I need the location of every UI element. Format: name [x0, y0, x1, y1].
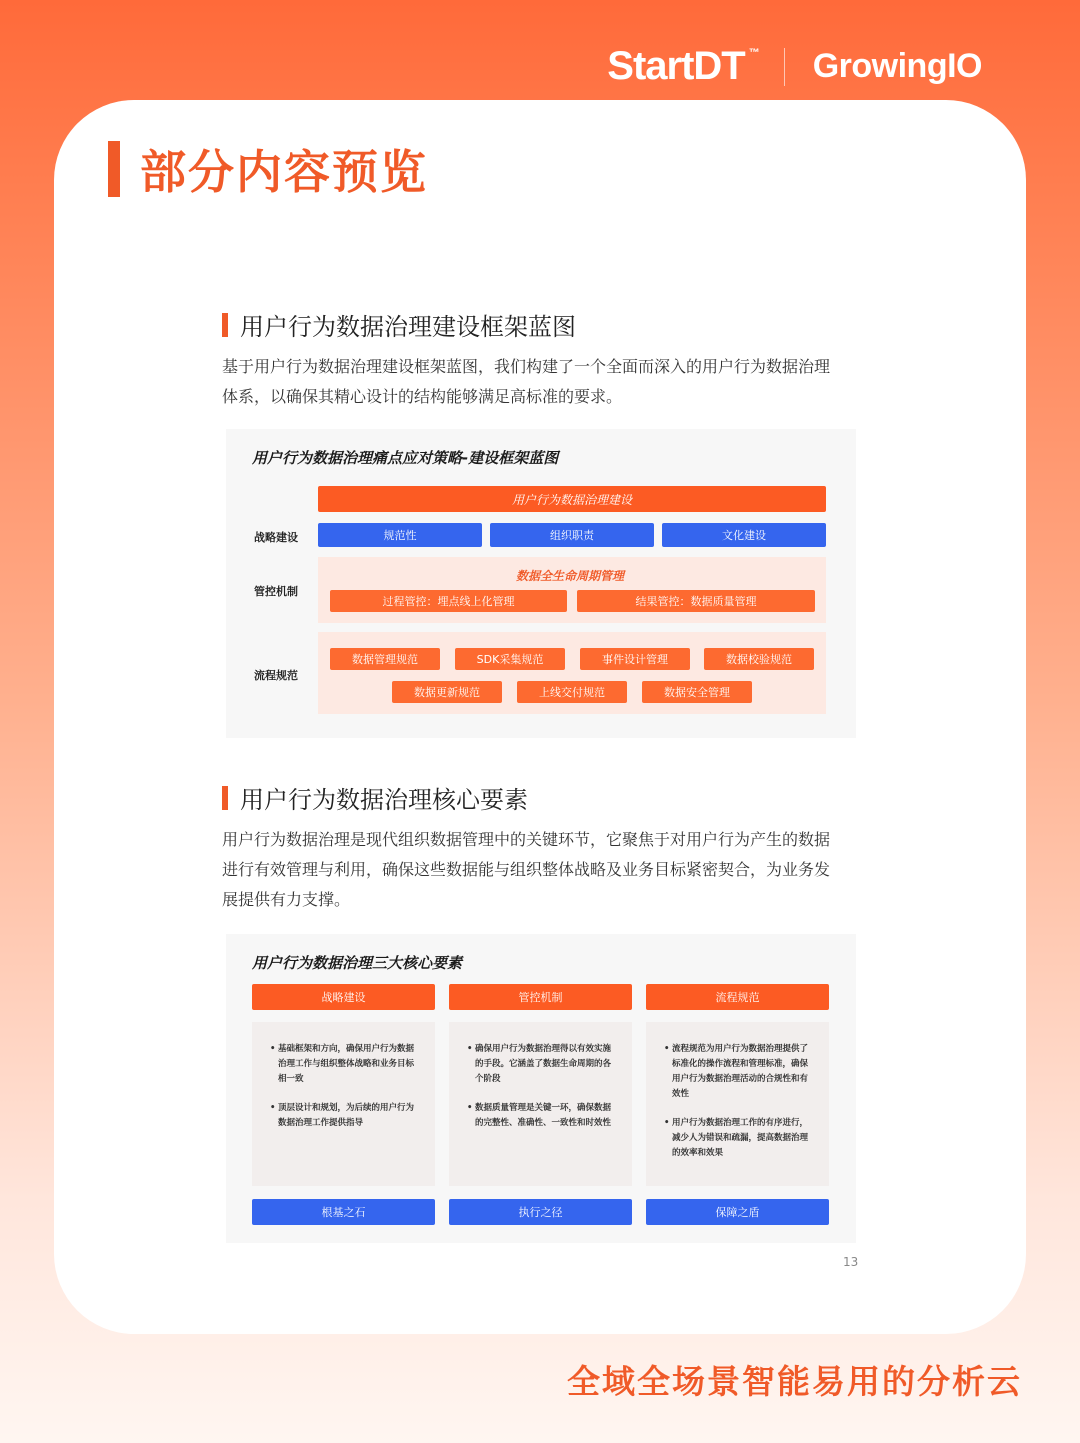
col3-header: 流程规范: [646, 984, 829, 1010]
section-accent-bar: [222, 313, 228, 337]
section1-heading: [222, 307, 576, 342]
row-label-control: 管控机制: [254, 585, 298, 598]
section2-paragraph: [222, 825, 862, 915]
item-org-duty: 组织职责: [490, 523, 654, 547]
col3-body: [646, 1022, 829, 1186]
startdt-logo: StartDT: [607, 44, 745, 88]
col1-header: 战略建设: [252, 984, 435, 1010]
col3-bullet1: • 流程规范为用户行为数据治理提供了标准化的操作流程和管理标准，确保用户行为数据治理活动的合规性和有效性: [664, 1042, 813, 1102]
lifecycle-title: 数据全生命周期管理: [516, 569, 625, 583]
item-process-control: 过程管控：埋点线上化管理: [330, 590, 567, 612]
page-number: 13: [843, 1255, 859, 1269]
brand-logos: [607, 44, 982, 89]
section1-line2: 体系，以确保其精心设计的结构能够满足高标准的要求。: [222, 387, 623, 406]
footer-slogan: 全域全场景智能易用的分析云: [567, 1362, 1022, 1401]
section2-heading-text: 用户行为数据治理核心要素: [240, 786, 528, 814]
page-title: [108, 140, 428, 198]
col1-footer: 根基之石: [252, 1199, 435, 1225]
page-title-text: 部分内容预览: [140, 145, 428, 199]
col1-bullet2: • 顶层设计和规划，为后续的用户行为数据治理工作提供指导: [270, 1101, 419, 1131]
section1-paragraph: [222, 352, 862, 412]
section1-heading-text: 用户行为数据治理建设框架蓝图: [240, 313, 576, 341]
section2-line2: 进行有效管理与利用，确保这些数据能与组织整体战略及业务目标紧密契合，为业务发: [222, 860, 831, 879]
figure1-title: 用户行为数据治理痛点应对策略-建设框架蓝图: [252, 449, 559, 467]
col1-body: [252, 1022, 435, 1186]
section1-line1: 基于用户行为数据治理建设框架蓝图，我们构建了一个全面而深入的用户行为数据治理: [222, 357, 831, 376]
item-data-check-spec: 数据校验规范: [704, 648, 814, 670]
item-result-control: 结果管控：数据质量管理: [577, 590, 815, 612]
item-data-mgmt-spec: 数据管理规范: [330, 648, 440, 670]
framework-blueprint-figure: [226, 429, 856, 738]
col2-footer: 执行之径: [449, 1199, 632, 1225]
item-event-design: 事件设计管理: [580, 648, 690, 670]
growingio-logo: GrowingIO: [812, 47, 982, 85]
core-elements-figure: [226, 934, 856, 1243]
col2-header: 管控机制: [449, 984, 632, 1010]
item-normativity: 规范性: [318, 523, 482, 547]
item-culture: 文化建设: [662, 523, 826, 547]
section-accent-bar: [222, 786, 228, 810]
item-sdk-spec: SDK采集规范: [455, 648, 565, 670]
row-label-strategy: 战略建设: [254, 531, 298, 544]
top-bar-governance: 用户行为数据治理建设: [318, 486, 826, 512]
col1-bullet1: • 基础框架和方向，确保用户行为数据治理工作与组织整体战略和业务目标相一致: [270, 1042, 419, 1087]
col2-body: [449, 1022, 632, 1186]
row-label-process: 流程规范: [254, 669, 298, 682]
col2-bullet1: • 确保用户行为数据治理得以有效实施的手段。它涵盖了数据生命周期的各个阶段: [467, 1042, 616, 1087]
title-accent-bar: [108, 141, 120, 197]
col3-bullet2: • 用户行为数据治理工作的有序进行，减少人为错误和疏漏，提高数据治理的效率和效果: [664, 1116, 813, 1161]
col2-bullet2: • 数据质量管理是关键一环，确保数据的完整性、准确性、一致性和时效性: [467, 1101, 616, 1131]
item-data-update-spec: 数据更新规范: [392, 681, 502, 703]
section2-heading: [222, 780, 528, 815]
item-release-spec: 上线交付规范: [517, 681, 627, 703]
col3-footer: 保障之盾: [646, 1199, 829, 1225]
section2-line1: 用户行为数据治理是现代组织数据管理中的关键环节，它聚焦于对用户行为产生的数据: [222, 830, 831, 849]
section2-line3: 展提供有力支撑。: [222, 890, 351, 909]
item-data-security: 数据安全管理: [642, 681, 752, 703]
logo-divider: [784, 48, 785, 86]
figure2-title: 用户行为数据治理三大核心要素: [252, 954, 463, 972]
trademark-mark: ™: [748, 46, 760, 59]
